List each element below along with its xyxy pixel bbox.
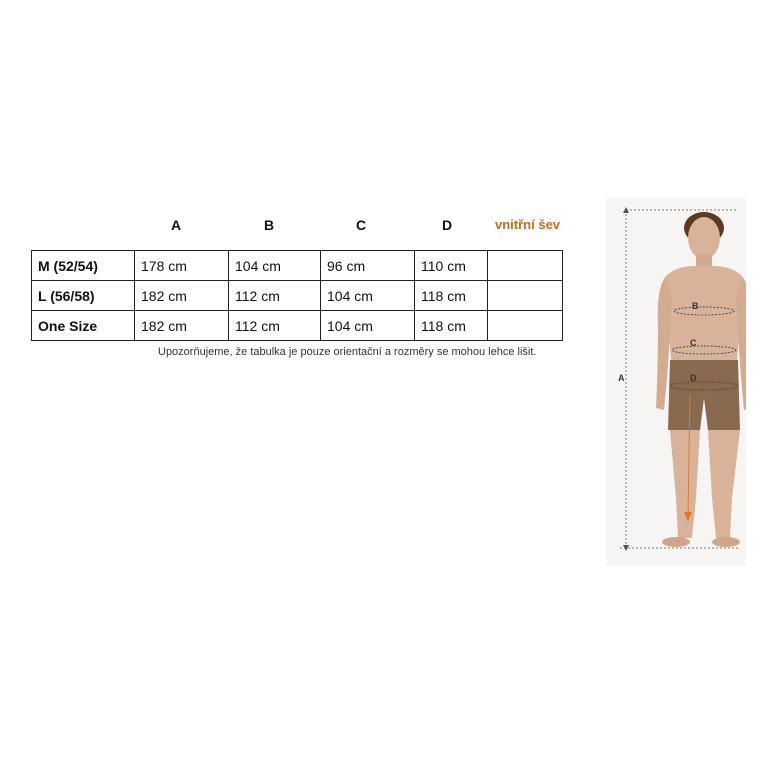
table-row — [32, 281, 563, 311]
label-b: B — [692, 301, 699, 311]
value-b-cell: 104 cm — [229, 251, 321, 281]
value-a-cell: 182 cm — [135, 311, 229, 341]
value-inseam-cell — [488, 251, 563, 281]
left-foot-shape — [662, 537, 690, 547]
header-c: C — [356, 217, 367, 233]
header-b: B — [264, 217, 275, 233]
header-a: A — [171, 217, 182, 233]
header-d: D — [442, 217, 453, 233]
torso-shape — [666, 266, 742, 373]
value-c-cell: 96 cm — [321, 251, 415, 281]
column-headers — [31, 212, 563, 250]
disclaimer-text: Upozorňujeme, že tabulka je pouze orientační a rozměry se mohou lehce lišit. — [158, 346, 537, 358]
head-shape — [688, 217, 720, 259]
table-row — [32, 311, 563, 341]
value-d-cell: 118 cm — [415, 281, 488, 311]
label-c: C — [690, 338, 697, 348]
value-inseam-cell — [488, 311, 563, 341]
value-c-cell: 104 cm — [321, 311, 415, 341]
size-cell: L (56/58) — [32, 281, 135, 311]
size-cell: One Size — [32, 311, 135, 341]
body-measurement-figure — [606, 198, 746, 566]
neck-shape — [696, 254, 712, 268]
value-a-cell: 182 cm — [135, 281, 229, 311]
table-row — [32, 251, 563, 281]
header-inseam: vnitřní šev — [495, 217, 561, 232]
value-d-cell: 118 cm — [415, 311, 488, 341]
label-a: A — [618, 373, 625, 383]
right-foot-shape — [712, 537, 740, 547]
size-cell: M (52/54) — [32, 251, 135, 281]
size-table — [31, 250, 563, 341]
value-b-cell: 112 cm — [229, 311, 321, 341]
size-table-container — [31, 212, 563, 341]
label-d: D — [690, 373, 697, 383]
value-a-cell: 178 cm — [135, 251, 229, 281]
value-inseam-cell — [488, 281, 563, 311]
value-b-cell: 112 cm — [229, 281, 321, 311]
body-figure-svg — [606, 198, 746, 566]
value-d-cell: 110 cm — [415, 251, 488, 281]
value-c-cell: 104 cm — [321, 281, 415, 311]
